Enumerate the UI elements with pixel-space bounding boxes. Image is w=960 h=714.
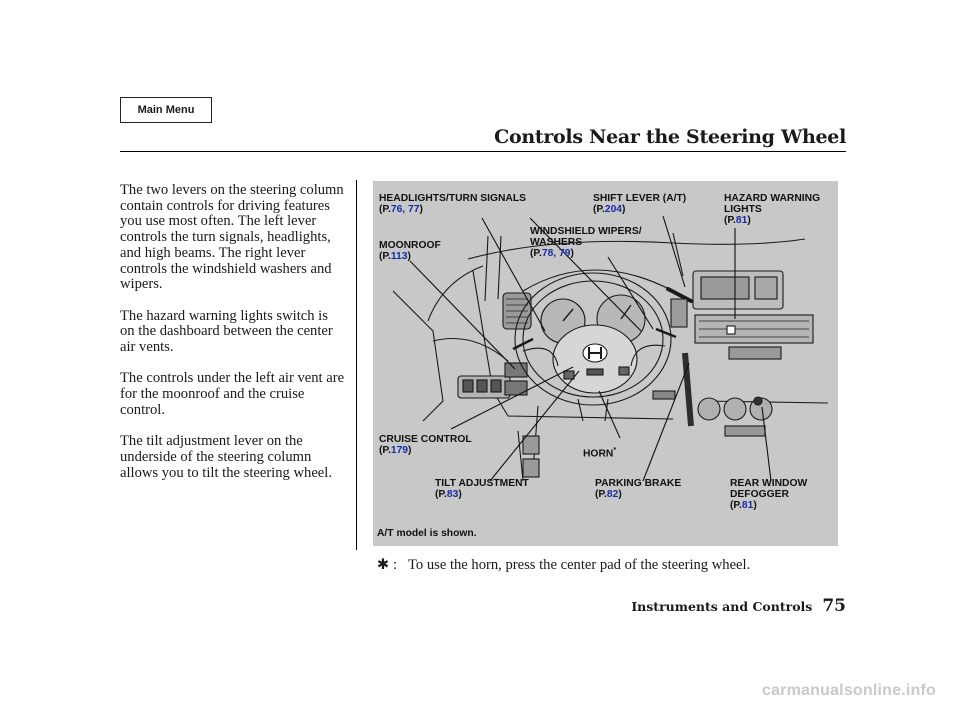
page-prefix: (P. — [435, 488, 447, 500]
label-defogger-name-2: DEFOGGER — [730, 488, 789, 500]
link-cruise-pages[interactable]: 179 — [390, 444, 409, 456]
page-prefix: (P. — [595, 488, 607, 500]
page-prefix: (P. — [724, 214, 736, 226]
label-parking-brake — [595, 479, 681, 501]
page-suffix: ) — [622, 203, 626, 215]
label-hazard-name-1: HAZARD WARNING — [724, 193, 821, 204]
label-horn — [583, 446, 616, 460]
label-hazard-warning — [724, 194, 820, 226]
label-hazard-name-2: LIGHTS — [724, 203, 762, 215]
main-menu-button[interactable]: Main Menu — [120, 97, 212, 123]
label-shift-lever-ref — [593, 205, 686, 216]
page-suffix: ) — [408, 444, 412, 456]
page-prefix: (P. — [379, 203, 391, 215]
horn-asterisk: * — [613, 447, 617, 454]
footnote-text: To use the horn, press the center pad of the steering wheel. — [408, 557, 751, 573]
page-prefix: (P. — [379, 444, 391, 456]
paragraph-tilt: The tilt adjustment lever on the underside of the steering column allows you to tilt the steering wheel. — [120, 433, 332, 481]
link-parking-pages[interactable]: 82 — [606, 488, 619, 500]
column-divider — [356, 180, 357, 550]
page-suffix: ) — [419, 203, 423, 215]
page-prefix: (P. — [379, 250, 391, 262]
page-suffix: ) — [570, 247, 574, 259]
page-prefix: (P. — [730, 499, 742, 511]
label-parking-name: PARKING BRAKE — [595, 478, 682, 489]
label-headlights-turn-signals — [379, 194, 526, 216]
title-rule — [120, 151, 846, 152]
page-suffix: ) — [753, 499, 757, 511]
label-windshield-wipers — [530, 227, 642, 259]
label-defogger-ref — [730, 501, 807, 512]
page-suffix: ) — [618, 488, 622, 500]
horn-footnote — [373, 556, 843, 574]
page-prefix: (P. — [530, 247, 542, 259]
link-headlights-pages[interactable]: 76, 77 — [390, 203, 420, 215]
label-cruise-name: CRUISE CONTROL — [379, 434, 472, 445]
label-tilt-adjustment — [435, 479, 529, 501]
label-parking-ref — [595, 490, 681, 501]
label-moonroof-name: MOONROOF — [379, 240, 441, 251]
footnote-colon: : — [393, 557, 398, 573]
link-wipers-pages[interactable]: 78, 79 — [541, 247, 571, 259]
body-text — [120, 183, 346, 497]
label-tilt-ref — [435, 490, 529, 501]
page-number: 75 — [822, 596, 846, 616]
paragraph-levers: The two levers on the steering column contain controls for driving features you use most often. The left lever controls the turn signals, headlights, and high beams. The right lever controls the windshield washers and wipers. — [120, 182, 344, 293]
page-suffix: ) — [747, 214, 751, 226]
label-defogger-name-1: REAR WINDOW — [730, 478, 808, 489]
label-hazard-ref — [724, 216, 820, 227]
link-hazard-pages[interactable]: 81 — [735, 214, 748, 226]
footer-section: Instruments and Controls — [631, 599, 813, 614]
link-tilt-pages[interactable]: 83 — [446, 488, 459, 500]
link-defogger-pages[interactable]: 81 — [741, 499, 754, 511]
page-title: Controls Near the Steering Wheel — [494, 126, 846, 148]
label-wipers-name-2: WASHERS — [530, 236, 583, 248]
watermark: carmanualsonline.info — [761, 682, 936, 699]
label-wipers-ref — [530, 249, 642, 260]
figure-caption: A/T model is shown. — [377, 528, 477, 539]
label-shift-lever-name: SHIFT LEVER (A/T) — [593, 193, 687, 204]
label-rear-window-defogger — [730, 479, 807, 511]
page-suffix: ) — [458, 488, 462, 500]
paragraph-vent-controls: The controls under the left air vent are for the moonroof and the cruise control. — [120, 370, 345, 418]
page-footer — [631, 596, 846, 616]
label-moonroof — [379, 241, 441, 263]
label-shift-lever — [593, 194, 686, 216]
label-cruise-control — [379, 435, 472, 457]
label-horn-name: HORN — [583, 448, 614, 460]
label-tilt-name: TILT ADJUSTMENT — [435, 478, 529, 489]
label-wipers-name-1: WINDSHIELD WIPERS/ — [530, 226, 642, 237]
label-cruise-ref — [379, 446, 472, 457]
dashboard-figure — [373, 181, 838, 546]
asterisk-mark: ✱ — [376, 557, 390, 573]
page-suffix: ) — [407, 250, 411, 262]
label-headlights-ref — [379, 205, 526, 216]
link-moonroof-pages[interactable]: 113 — [390, 250, 408, 262]
paragraph-hazard: The hazard warning lights switch is on the dashboard between the center air vents. — [120, 307, 333, 356]
page-prefix: (P. — [593, 203, 605, 215]
link-shift-lever-pages[interactable]: 204 — [604, 203, 623, 215]
label-headlights-name: HEADLIGHTS/TURN SIGNALS — [379, 193, 527, 204]
label-moonroof-ref — [379, 252, 441, 263]
